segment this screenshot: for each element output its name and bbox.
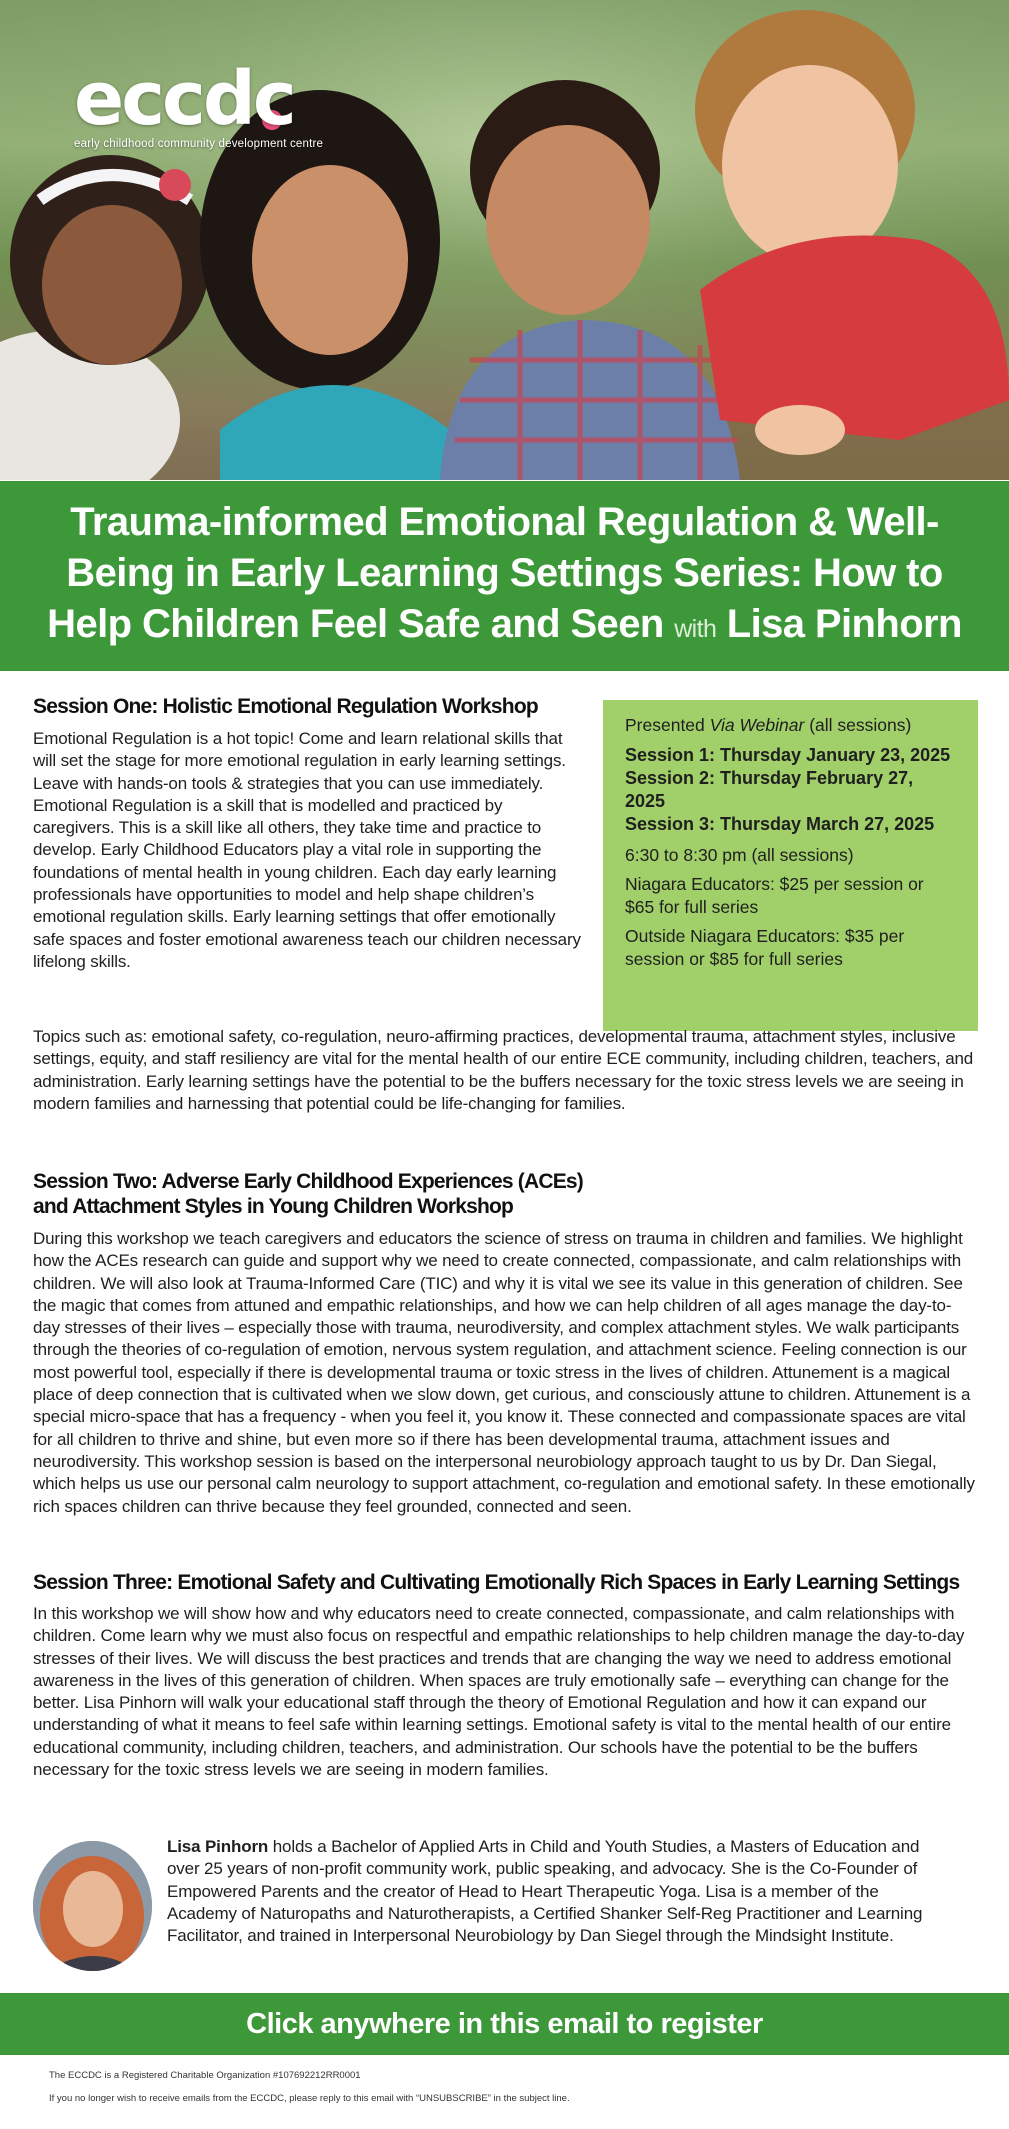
- session-1-date: Session 1: Thursday January 23, 2025: [625, 744, 951, 765]
- session-info-box: [603, 700, 978, 1031]
- presenter-avatar: [33, 1841, 152, 1971]
- session-dates: [625, 744, 956, 836]
- session-one-topics: Topics such as: emotional safety, co-regulation, neuro-affirming practices, developmental trauma, attachment styles, inclusive settings, equity, and staff resiliency are vital for the mental health of our entire ECE community, including children, teachers, and administration. Early learning settings have the potential to be the buffers necessary for the toxic stress levels we are seeing in modern families and harnessing that potential could be life-changing for families.: [33, 1027, 974, 1113]
- session-two-body: During this workshop we teach caregivers and educators the science of stress on trauma in children and families. We highlight how the ACEs research can guide and support why we need to create connected, compassionate, and calm relationships with children. We will also look at Trauma-Informed Care (TIC) and why it is vital we see its value in this generation of children. See the magic that comes from attuned and empathic relationships, and how we can help children of all ages manage the day-to-day stresses of their lives – especially those with trauma, neurodiversity, and complex attachment styles. We walk participants through the theories of co-regulation of emotion, nervous system regulation, and attachment science. Feeling connection is our most powerful tool, especially if there is developmental trauma or toxic stress in the lives of children. Attunement is a magical place of deep connection that is cultivated when we slow down, get curious, and consciously attune to children. Attunement is a special micro-space that has a frequency - when you feel it, you know it. These connected and compassionate spaces are vital for all children to thrive and shine, but even more so if there has been developmental trauma, attachment issues and neurodiversity. This workshop session is based on the interpersonal neurobiology approach taught to us by Dr. Dan Siegal, which helps us use our personal calm neurology to support attachment, co-regulation and emotional safety. In these emotionally rich spaces children can thrive because they feel grounded, connected and seen.: [33, 1229, 975, 1516]
- session-3-date: Session 3: Thursday March 27, 2025: [625, 813, 935, 834]
- footer-unsubscribe-note: If you no longer wish to receive emails from the ECCDC, please reply to this email with “UNSUBSCRIBE” in the subject line.: [49, 2093, 570, 2104]
- session-one-heading: Session One: Holistic Emotional Regulation Workshop: [33, 695, 538, 718]
- outside-niagara-price: Outside Niagara Educators: $35 per session or $85 for full series: [625, 926, 905, 969]
- session-two-heading-line2: and Attachment Styles in Young Children Workshop: [33, 1195, 514, 1218]
- niagara-price: Niagara Educators: $25 per session or $65 for full series: [625, 874, 924, 917]
- presented-suffix: (all sessions): [804, 715, 912, 735]
- hero-photo[interactable]: [0, 0, 1009, 480]
- eccdc-logo: [74, 56, 324, 150]
- session-one-body: Emotional Regulation is a hot topic! Come and learn relational skills that will set the stage for more emotional regulation in early learning settings. Leave with hands-on tools & strategies that you can use immediately. Emotional Regulation is a skill that is modelled and practiced by caregivers. This is a skill like all others, they take time and practice to develop. Early Childhood Educators play a vital role in supporting the foundations of mental health in young children. Each day early learning professionals have opportunities to model and help shape children’s emotional regulation skills. Early learning settings that offer emotionally safe spaces and foster emotional awareness teach our children necessary lifelong skills.: [33, 729, 581, 971]
- title-banner[interactable]: [0, 481, 1009, 671]
- session-time: 6:30 to 8:30 pm (all sessions): [625, 844, 854, 865]
- presented-via: Via Webinar: [709, 715, 805, 735]
- series-title: [45, 497, 965, 655]
- session-two-heading-line1: Session Two: Adverse Early Childhood Experiences (ACEs): [33, 1170, 583, 1193]
- session-three-body: In this workshop we will show how and why educators need to create connected, compassionate, and calm relationships with children. Come learn why we must also focus on respectful and empathic relationships to help children manage the day-to-day stresses of their lives. We will discuss the best practices and trends that are changing the way we need to address emotional awareness in the lives of this generation of children. When spaces are truly emotionally safe – everything can change for the better. Lisa Pinhorn will walk your educational staff through the theory of Emotional Regulation and how it can expand our understanding of what it means to feel safe within learning settings. Emotional safety is vital to the mental health of our entire educational community, including children, teachers, and administration. Our schools have the potential to be the buffers necessary for the toxic stress levels we are seeing in modern families.: [33, 1604, 965, 1780]
- series-title-with: with: [674, 615, 717, 643]
- presenter-name: Lisa Pinhorn: [167, 1837, 269, 1856]
- presented-prefix: Presented: [625, 715, 710, 735]
- logo-tagline: early childhood community development centre: [74, 138, 324, 150]
- presenter-bio-text: holds a Bachelor of Applied Arts in Child and Youth Studies, a Masters of Education and over 25 years of non-profit community work, public speaking, and advocacy. She is the Co-Founder of Empowered Parents and the creator of Head to Heart Therapeutic Yoga. Lisa is a member of the Academy of Naturopaths and Naturotherapists, a Certified Shanker Self-Reg Practitioner and Learning Facilitator, and trained in Interpersonal Neurobiology by Dan Siegel through the Mindsight Institute.: [167, 1837, 923, 1946]
- register-button-label: Click anywhere in this email to register: [246, 2007, 763, 2040]
- presented-via-line: [625, 714, 956, 737]
- logo-wordmark: eccdc: [74, 56, 294, 142]
- register-button[interactable]: [0, 1993, 1009, 2055]
- presenter-bio: [167, 1836, 947, 1947]
- series-title-presenter: Lisa Pinhorn: [726, 602, 962, 646]
- footer-charity-note: The ECCDC is a Registered Charitable Organization #107692212RR0001: [49, 2070, 361, 2081]
- series-title-text: Trauma-informed Emotional Regulation & Well-Being in Early Learning Settings Series: How to Help Children Feel Safe and Seen: [47, 500, 943, 646]
- session-2-date: Session 2: Thursday February 27, 2025: [625, 767, 914, 811]
- session-three-heading: Session Three: Emotional Safety and Cultivating Emotionally Rich Spaces in Early Learning Settings: [33, 1571, 960, 1594]
